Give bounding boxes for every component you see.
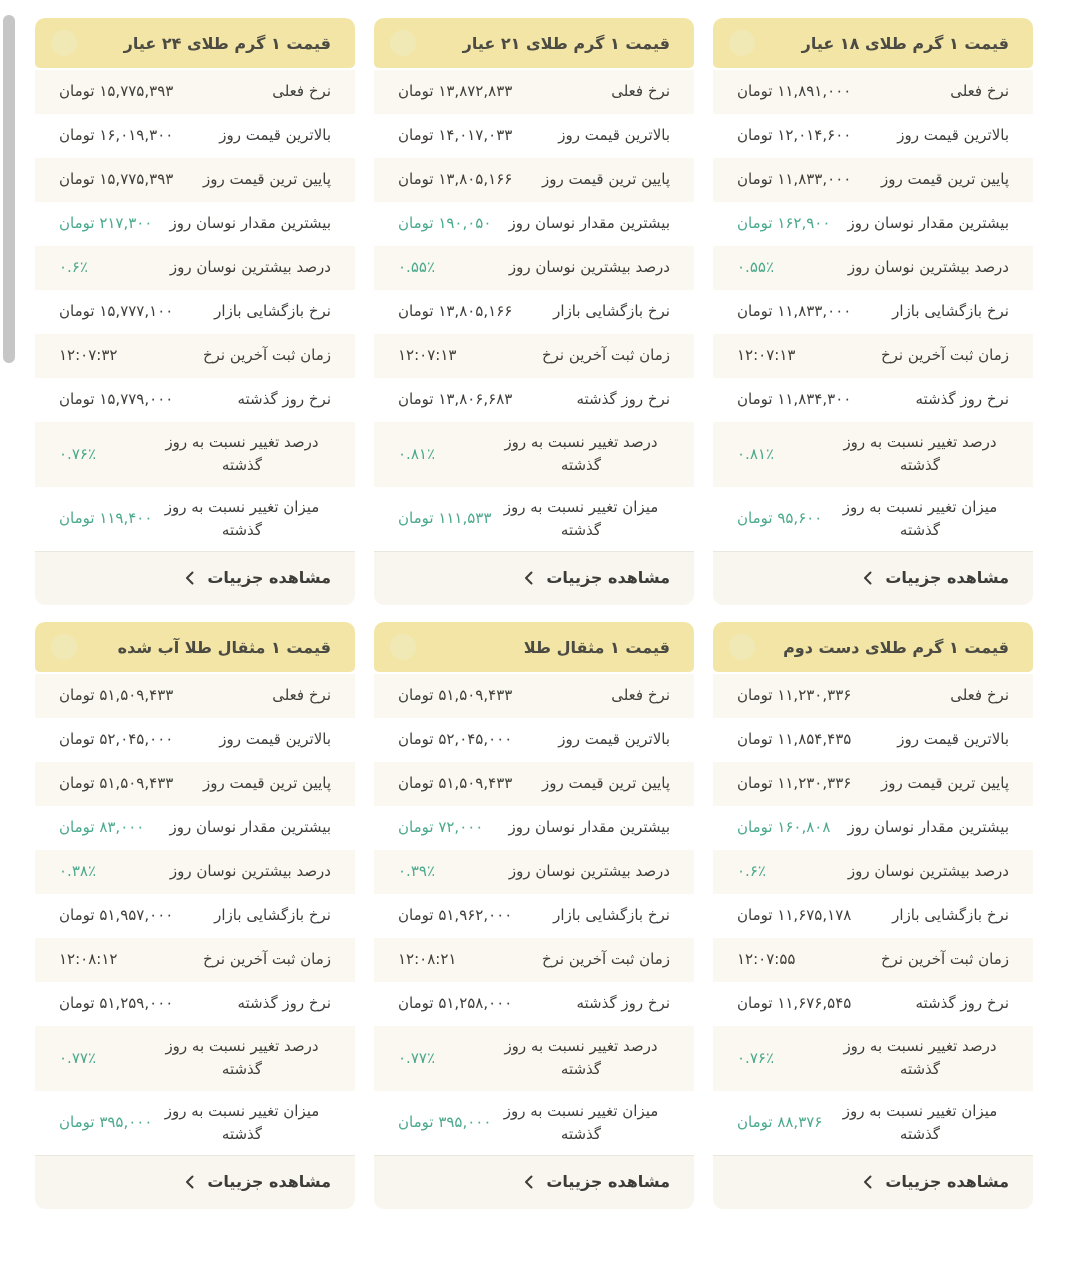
price-row-value: ۱۹۰,۰۵۰ تومان	[398, 214, 492, 233]
header-circle-icon	[729, 634, 755, 660]
price-row	[374, 246, 694, 290]
price-row-value: ۲۱۷,۳۰۰ تومان	[59, 214, 153, 233]
price-row-label: بیشترین مقدار نوسان روز	[508, 818, 670, 837]
price-row-label: بالاترین قیمت روز	[897, 126, 1009, 145]
price-row-label: درصد تغییر نسبت به روز گذشته	[165, 1037, 319, 1079]
card-rows	[374, 70, 694, 551]
price-row-label: میزان تغییر نسبت به روز گذشته	[503, 497, 659, 539]
price-row	[374, 290, 694, 334]
card-title: قیمت ۱ گرم طلای ۱۸ عیار	[801, 33, 1009, 53]
price-row-value: ۰.۵۵٪	[398, 258, 435, 277]
price-row	[35, 982, 355, 1026]
gold-price-card	[713, 622, 1033, 1209]
price-row-label: پایین ترین قیمت روز	[202, 774, 331, 793]
price-row-label: درصد تغییر نسبت به روز گذشته	[843, 1037, 997, 1079]
card-rows	[713, 70, 1033, 551]
card-header	[35, 622, 355, 672]
view-details-label: مشاهده جزییات	[546, 568, 670, 587]
price-row	[713, 114, 1033, 158]
price-row-label: نرخ فعلی	[272, 82, 331, 101]
price-row	[713, 422, 1033, 487]
header-circle-icon	[51, 30, 77, 56]
price-row-value: ۱۶,۰۱۹,۳۰۰ تومان	[59, 126, 174, 145]
price-row-label: بیشترین مقدار نوسان روز	[847, 818, 1009, 837]
price-row	[713, 850, 1033, 894]
card-rows	[374, 674, 694, 1155]
chevron-left-icon	[183, 1175, 197, 1189]
card-rows	[35, 674, 355, 1155]
price-row	[35, 114, 355, 158]
price-row	[35, 70, 355, 114]
price-row	[35, 674, 355, 718]
price-row	[374, 1091, 694, 1156]
price-row-label: درصد بیشترین نوسان روز	[169, 862, 331, 881]
price-row-value: ۰.۷۷٪	[59, 1048, 96, 1067]
price-row-label: بیشترین مقدار نوسان روز	[508, 214, 670, 233]
price-row	[374, 982, 694, 1026]
price-row-label: درصد بیشترین نوسان روز	[508, 258, 670, 277]
price-row-label: میزان تغییر نسبت به روز گذشته	[164, 497, 320, 539]
price-row-label: بیشترین مقدار نوسان روز	[847, 214, 1009, 233]
price-row-label: پایین ترین قیمت روز	[880, 774, 1009, 793]
view-details-link[interactable]	[713, 551, 1033, 605]
price-row-value: ۱۱۹,۴۰۰ تومان	[59, 509, 153, 528]
price-row-label: نرخ بازگشایی بازار	[892, 302, 1009, 321]
price-row	[35, 422, 355, 487]
price-row-value: ۰.۷۶٪	[737, 1048, 774, 1067]
price-row-label: نرخ روز گذشته	[576, 390, 670, 409]
price-row-label: نرخ روز گذشته	[915, 390, 1009, 409]
gold-price-card	[35, 18, 355, 605]
price-row-label: بیشترین مقدار نوسان روز	[169, 818, 331, 837]
price-row-value: ۱۳,۸۰۵,۱۶۶ تومان	[398, 302, 513, 321]
price-row	[713, 487, 1033, 552]
price-row	[35, 202, 355, 246]
price-row-value: ۱۱,۸۹۱,۰۰۰ تومان	[737, 82, 852, 101]
price-row-label: بالاترین قیمت روز	[219, 730, 331, 749]
price-row-value: ۰.۳۸٪	[59, 862, 96, 881]
gold-price-card	[374, 18, 694, 605]
price-row-value: ۱۲:۰۸:۲۱	[398, 950, 457, 969]
chevron-left-icon	[522, 1175, 536, 1189]
price-row	[374, 894, 694, 938]
gold-price-card	[35, 622, 355, 1209]
price-row-value: ۵۲,۰۴۵,۰۰۰ تومان	[59, 730, 174, 749]
price-row-label: نرخ بازگشایی بازار	[892, 906, 1009, 925]
price-row-value: ۵۱,۵۰۹,۴۳۳ تومان	[59, 774, 174, 793]
price-row-value: ۱۱,۸۳۳,۰۰۰ تومان	[737, 170, 852, 189]
price-row-label: نرخ فعلی	[272, 686, 331, 705]
price-row-label: پایین ترین قیمت روز	[541, 170, 670, 189]
price-row	[374, 422, 694, 487]
view-details-label: مشاهده جزییات	[885, 1172, 1009, 1191]
price-row-value: ۰.۶٪	[59, 258, 88, 277]
price-row-label: زمان ثبت آخرین نرخ	[541, 950, 670, 969]
price-row-value: ۳۹۵,۰۰۰ تومان	[59, 1113, 153, 1132]
price-row-label: زمان ثبت آخرین نرخ	[202, 346, 331, 365]
price-row-value: ۱۵,۷۷۷,۱۰۰ تومان	[59, 302, 174, 321]
price-row-value: ۱۲:۰۷:۵۵	[737, 950, 796, 969]
price-row-value: ۱۲,۰۱۴,۶۰۰ تومان	[737, 126, 852, 145]
price-row-label: میزان تغییر نسبت به روز گذشته	[164, 1101, 320, 1143]
price-row-value: ۵۱,۹۶۲,۰۰۰ تومان	[398, 906, 513, 925]
card-title: قیمت ۱ گرم طلای دست دوم	[783, 637, 1009, 657]
price-row	[35, 378, 355, 422]
price-row	[374, 70, 694, 114]
price-row	[374, 202, 694, 246]
price-row-value: ۵۱,۲۵۹,۰۰۰ تومان	[59, 994, 174, 1013]
price-row-value: ۱۱,۲۳۰,۳۳۶ تومان	[737, 774, 852, 793]
chevron-left-icon	[861, 1175, 875, 1189]
price-row-value: ۱۶۰,۸۰۸ تومان	[737, 818, 831, 837]
price-row	[713, 158, 1033, 202]
price-row	[713, 1091, 1033, 1156]
price-row-label: نرخ روز گذشته	[915, 994, 1009, 1013]
price-row-label: درصد بیشترین نوسان روز	[847, 258, 1009, 277]
price-row-label: زمان ثبت آخرین نرخ	[880, 346, 1009, 365]
price-row	[374, 158, 694, 202]
card-header	[713, 622, 1033, 672]
price-row-value: ۱۲:۰۷:۱۳	[398, 346, 457, 365]
view-details-link[interactable]	[374, 551, 694, 605]
price-row	[374, 938, 694, 982]
price-row-value: ۱۱,۸۳۳,۰۰۰ تومان	[737, 302, 852, 321]
price-row-label: نرخ بازگشایی بازار	[553, 302, 670, 321]
card-title: قیمت ۱ مثقال طلا	[523, 637, 670, 657]
price-row	[713, 1026, 1033, 1091]
price-row-value: ۱۶۲,۹۰۰ تومان	[737, 214, 831, 233]
price-row	[713, 938, 1033, 982]
price-row	[35, 894, 355, 938]
price-row-value: ۸۸,۳۷۶ تومان	[737, 1113, 823, 1132]
price-row-label: پایین ترین قیمت روز	[541, 774, 670, 793]
price-row	[374, 487, 694, 552]
price-row	[374, 378, 694, 422]
price-row-value: ۱۱,۸۵۴,۴۳۵ تومان	[737, 730, 852, 749]
view-details-label: مشاهده جزییات	[885, 568, 1009, 587]
price-row-label: نرخ فعلی	[611, 82, 670, 101]
gold-price-card	[713, 18, 1033, 605]
price-row-value: ۱۲:۰۷:۱۳	[737, 346, 796, 365]
header-circle-icon	[51, 634, 77, 660]
price-row-label: بالاترین قیمت روز	[558, 126, 670, 145]
chevron-left-icon	[861, 571, 875, 585]
price-row-value: ۰.۷۷٪	[398, 1048, 435, 1067]
price-row-label: نرخ فعلی	[950, 686, 1009, 705]
card-header	[374, 622, 694, 672]
price-row-label: نرخ روز گذشته	[576, 994, 670, 1013]
price-row-label: بالاترین قیمت روز	[897, 730, 1009, 749]
price-row	[35, 246, 355, 290]
price-row	[374, 762, 694, 806]
card-title: قیمت ۱ مثقال طلا آب شده	[117, 637, 331, 657]
price-row	[713, 378, 1033, 422]
price-row-value: ۷۲,۰۰۰ تومان	[398, 818, 484, 837]
price-row-value: ۰.۸۱٪	[737, 444, 774, 463]
price-row-label: میزان تغییر نسبت به روز گذشته	[503, 1101, 659, 1143]
price-row	[713, 246, 1033, 290]
price-row	[35, 290, 355, 334]
price-row-value: ۰.۶٪	[737, 862, 766, 881]
price-row-value: ۱۱۱,۵۳۳ تومان	[398, 509, 492, 528]
price-row-value: ۱۵,۷۷۹,۰۰۰ تومان	[59, 390, 174, 409]
price-row-label: درصد بیشترین نوسان روز	[508, 862, 670, 881]
price-row-label: نرخ بازگشایی بازار	[214, 302, 331, 321]
price-row	[35, 806, 355, 850]
card-rows	[35, 70, 355, 551]
price-row-value: ۱۵,۷۷۵,۳۹۳ تومان	[59, 170, 174, 189]
price-row-label: نرخ روز گذشته	[237, 390, 331, 409]
price-row-value: ۱۲:۰۷:۳۲	[59, 346, 118, 365]
view-details-label: مشاهده جزییات	[546, 1172, 670, 1191]
price-row-value: ۱۱,۸۳۴,۳۰۰ تومان	[737, 390, 852, 409]
price-row	[35, 1026, 355, 1091]
price-row-value: ۰.۸۱٪	[398, 444, 435, 463]
price-row	[713, 290, 1033, 334]
price-row	[713, 674, 1033, 718]
card-title: قیمت ۱ گرم طلای ۲۱ عیار	[462, 33, 670, 53]
price-row-label: درصد بیشترین نوسان روز	[847, 862, 1009, 881]
price-row	[713, 982, 1033, 1026]
price-row	[713, 762, 1033, 806]
price-row-value: ۰.۵۵٪	[737, 258, 774, 277]
price-row	[35, 718, 355, 762]
price-row-value: ۳۹۵,۰۰۰ تومان	[398, 1113, 492, 1132]
price-row-label: پایین ترین قیمت روز	[880, 170, 1009, 189]
price-row	[374, 674, 694, 718]
card-header	[35, 18, 355, 68]
price-row	[35, 762, 355, 806]
price-row	[374, 850, 694, 894]
price-row	[374, 114, 694, 158]
price-row	[35, 487, 355, 552]
price-row-label: نرخ بازگشایی بازار	[553, 906, 670, 925]
view-details-label: مشاهده جزییات	[207, 568, 331, 587]
price-row-value: ۱۴,۰۱۷,۰۳۳ تومان	[398, 126, 513, 145]
price-row-value: ۵۱,۵۰۹,۴۳۳ تومان	[398, 686, 513, 705]
price-row-value: ۵۱,۲۵۸,۰۰۰ تومان	[398, 994, 513, 1013]
price-row	[374, 334, 694, 378]
price-row	[713, 894, 1033, 938]
price-row-value: ۱۱,۶۷۵,۱۷۸ تومان	[737, 906, 852, 925]
price-row-label: نرخ بازگشایی بازار	[214, 906, 331, 925]
price-row-value: ۰.۷۶٪	[59, 444, 96, 463]
price-row-label: بالاترین قیمت روز	[558, 730, 670, 749]
price-row-value: ۱۲:۰۸:۱۲	[59, 950, 118, 969]
price-row	[374, 1026, 694, 1091]
card-header	[374, 18, 694, 68]
view-details-label: مشاهده جزییات	[207, 1172, 331, 1191]
price-row	[35, 850, 355, 894]
price-row-label: درصد تغییر نسبت به روز گذشته	[504, 433, 658, 475]
view-details-link[interactable]	[35, 551, 355, 605]
price-row-label: درصد تغییر نسبت به روز گذشته	[843, 433, 997, 475]
price-row	[713, 718, 1033, 762]
scrollbar-thumb[interactable]	[3, 15, 15, 363]
price-row	[713, 806, 1033, 850]
price-row	[35, 334, 355, 378]
price-row-label: پایین ترین قیمت روز	[202, 170, 331, 189]
view-details-link[interactable]	[374, 1155, 694, 1209]
price-row-label: زمان ثبت آخرین نرخ	[541, 346, 670, 365]
price-row-label: بالاترین قیمت روز	[219, 126, 331, 145]
price-row-value: ۵۱,۵۰۹,۴۳۳ تومان	[398, 774, 513, 793]
card-header	[713, 18, 1033, 68]
price-row-value: ۱۳,۸۰۵,۱۶۶ تومان	[398, 170, 513, 189]
view-details-link[interactable]	[35, 1155, 355, 1209]
price-row-value: ۱۳,۸۰۶,۶۸۳ تومان	[398, 390, 513, 409]
price-row-value: ۱۳,۸۷۲,۸۳۳ تومان	[398, 82, 513, 101]
header-circle-icon	[390, 30, 416, 56]
gold-price-card	[374, 622, 694, 1209]
price-row-label: نرخ روز گذشته	[237, 994, 331, 1013]
price-row-label: درصد تغییر نسبت به روز گذشته	[504, 1037, 658, 1079]
price-row-label: درصد تغییر نسبت به روز گذشته	[165, 433, 319, 475]
price-row-label: نرخ فعلی	[611, 686, 670, 705]
price-row-label: نرخ فعلی	[950, 82, 1009, 101]
card-rows	[713, 674, 1033, 1155]
price-row-value: ۱۱,۶۷۶,۵۴۵ تومان	[737, 994, 852, 1013]
chevron-left-icon	[183, 571, 197, 585]
price-row	[713, 334, 1033, 378]
header-circle-icon	[390, 634, 416, 660]
price-row-label: زمان ثبت آخرین نرخ	[202, 950, 331, 969]
price-row	[35, 1091, 355, 1156]
price-row	[35, 938, 355, 982]
price-row	[374, 806, 694, 850]
price-row	[713, 202, 1033, 246]
card-title: قیمت ۱ گرم طلای ۲۴ عیار	[123, 33, 331, 53]
price-row-value: ۵۲,۰۴۵,۰۰۰ تومان	[398, 730, 513, 749]
price-row-label: بیشترین مقدار نوسان روز	[169, 214, 331, 233]
price-row-label: زمان ثبت آخرین نرخ	[880, 950, 1009, 969]
price-row-label: درصد بیشترین نوسان روز	[169, 258, 331, 277]
price-row-value: ۹۵,۶۰۰ تومان	[737, 509, 823, 528]
chevron-left-icon	[522, 571, 536, 585]
price-row-value: ۵۱,۹۵۷,۰۰۰ تومان	[59, 906, 174, 925]
price-row	[35, 158, 355, 202]
price-row-value: ۵۱,۵۰۹,۴۳۳ تومان	[59, 686, 174, 705]
price-row-value: ۱۱,۲۳۰,۳۳۶ تومان	[737, 686, 852, 705]
view-details-link[interactable]	[713, 1155, 1033, 1209]
price-row	[713, 70, 1033, 114]
price-row-label: میزان تغییر نسبت به روز گذشته	[842, 497, 998, 539]
price-row-value: ۱۵,۷۷۵,۳۹۳ تومان	[59, 82, 174, 101]
header-circle-icon	[729, 30, 755, 56]
price-row	[374, 718, 694, 762]
price-row-value: ۰.۳۹٪	[398, 862, 435, 881]
price-row-label: میزان تغییر نسبت به روز گذشته	[842, 1101, 998, 1143]
price-row-value: ۸۳,۰۰۰ تومان	[59, 818, 145, 837]
